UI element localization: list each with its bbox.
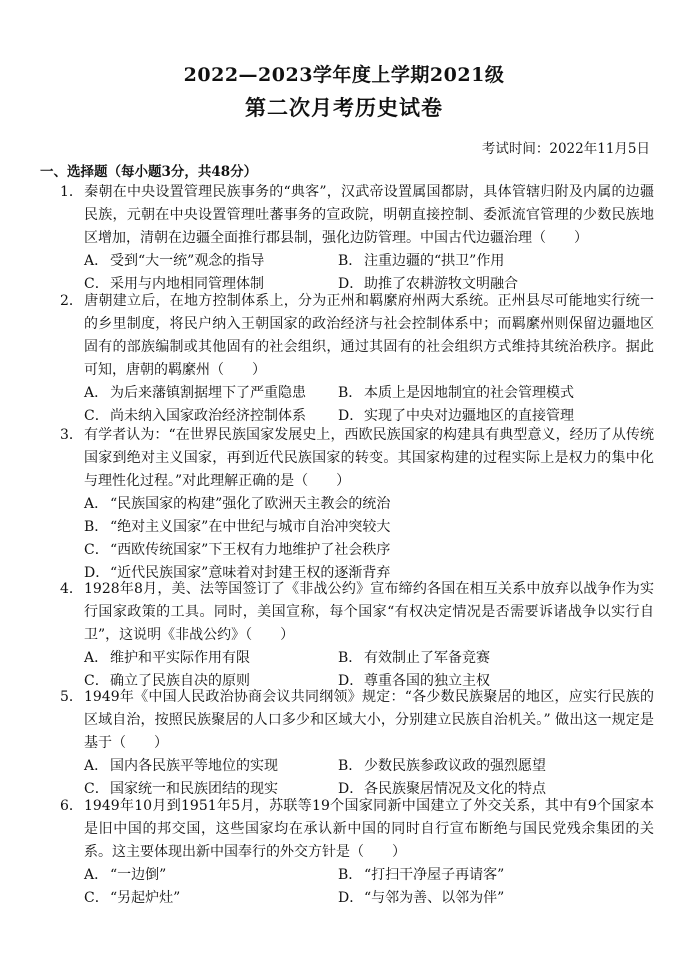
option-label: A． [84,253,109,269]
option-b [338,755,592,778]
option-label: D． [338,408,364,424]
option-a [84,493,644,516]
option-text: 国内各民族平等地位的实现 [110,758,278,774]
option-text: 本质上是因地制宜的社会管理模式 [364,385,574,401]
option-text: 维护和平实际作用有限 [110,650,250,666]
option-text: 注重边疆的“拱卫”作用 [364,253,505,269]
option-label: B． [338,758,363,774]
question-text: 有学者认为：“在世界民族国家发展史上，西欧民族国家的构建具有典型意义，经历了从传统国家到绝对主义国家，再到近代民族国家的转变。其国家构建的过程实际上是权力的集中化与理性化过程。”对此理解正确的是（ ） [84,427,654,489]
option-label: B． [338,253,363,269]
option-text: 确立了民族自决的原则 [110,673,250,689]
question-stem [60,686,654,755]
option-text: “近代民族国家”意味着对封建王权的逐渐背弃 [110,565,391,581]
option-text: “另起炉灶” [110,890,181,906]
option-label: B． [84,519,109,535]
option-d [338,887,592,910]
option-label: B． [338,867,363,883]
option-a [84,755,338,778]
option-text: “一边倒” [110,867,167,883]
option-b [84,516,644,539]
option-text: 采用与内地相同管理体制 [110,276,264,292]
option-c [84,887,338,910]
option-text: 助推了农耕游牧文明融合 [364,276,518,292]
option-label: C． [84,890,109,906]
option-label: C． [84,542,109,558]
option-label: C． [84,673,109,689]
option-label: A． [84,867,109,883]
option-text: 实现了中央对边疆地区的直接管理 [364,408,574,424]
question-stem [60,578,654,647]
question-3 [60,424,654,585]
option-label: D． [338,781,364,797]
option-text: 为后来藩镇割据埋下了严重隐患 [110,385,306,401]
question-number: 3． [60,427,83,443]
question-stem [60,181,654,250]
option-label: A． [84,650,109,666]
question-text: 唐朝建立后，在地方控制体系上，分为正州和羁縻府州两大系统。正州县尽可能地实行统一的乡里制度，将民户纳入王朝国家的政治经济与社会控制体系中；而羁縻州则保留边疆地区固有的部族编制或其他固有的社会组织，通过其固有的社会组织方式维持其统治秩序。据此可知，唐朝的羁縻州（ ） [84,293,654,378]
question-text: 1928年8月，美、法等国签订了《非战公约》宣布缔约各国在相互关系中放弃以战争作为实行国家政策的工具。同时，美国宣称，每个国家“有权决定情况是否需要诉诸战争以实行自卫”，这说明《非战公约》（ ） [84,581,654,643]
option-label: D． [338,276,364,292]
option-text: 少数民族参政议政的强烈愿望 [364,758,546,774]
option-label: A． [84,758,109,774]
option-label: B． [338,650,363,666]
question-2 [60,290,654,428]
option-b [338,647,592,670]
option-label: C． [84,781,109,797]
options [60,493,654,585]
option-label: C． [84,276,109,292]
option-text: “与邻为善、以邻为伴” [364,890,505,906]
option-text: 尚未纳入国家政治经济控制体系 [110,408,306,424]
option-b [338,250,592,273]
question-stem [60,290,654,382]
exam-title-line2: 第二次月考历史试卷 [245,95,443,120]
option-text: 国家统一和民族团结的现实 [110,781,278,797]
option-a [84,864,338,887]
question-number: 5． [60,689,83,705]
question-1 [60,181,654,296]
option-b [338,864,592,887]
question-stem [60,424,654,493]
option-text: 尊重各国的独立主权 [364,673,490,689]
question-text: 秦朝在中央设置管理民族事务的“典客”，汉武帝设置属国都尉，具体管辖归附及内属的边疆民族，元朝在中央设置管理吐蕃事务的宣政院，明朝直接控制、委派流官管理的少数民族地区增加，清朝在边疆全面推行郡县制，强化边防管理。中国古代边疆治理（ ） [84,184,654,246]
option-text: 受到“大一统”观念的指导 [110,253,265,269]
exam-time: 考试时间：2022年11月5日 [481,141,650,157]
option-text: “绝对主义国家”在中世纪与城市自治冲突较大 [110,519,391,535]
option-label: C． [84,408,109,424]
question-4 [60,578,654,693]
option-text: “打扫干净屋子再请客” [364,867,505,883]
options [60,864,654,910]
option-text: 各民族聚居情况及文化的特点 [364,781,546,797]
option-label: D． [338,890,364,906]
option-b [338,382,592,405]
question-number: 6． [60,798,83,814]
option-label: A． [84,385,109,401]
option-text: “民族国家的构建”强化了欧洲天主教会的统治 [110,496,391,512]
option-a [84,647,338,670]
question-number: 2． [60,293,83,309]
question-text: 1949年《中国人民政治协商会议共同纲领》规定：“各少数民族聚居的地区，应实行民族的区域自治，按照民族聚居的人口多少和区域大小，分别建立民族自治机关。” 做出这一规定是基于（ ） [84,689,654,751]
option-label: D． [84,565,110,581]
question-number: 4． [60,581,83,597]
option-text: 有效制止了军备竞赛 [364,650,490,666]
question-stem [60,795,654,864]
option-a [84,250,338,273]
question-6 [60,795,654,910]
option-text: “西欧传统国家”下王权有力地维护了社会秩序 [110,542,391,558]
option-a [84,382,338,405]
option-c [84,539,644,562]
option-label: B． [338,385,363,401]
options [60,382,654,428]
option-label: A． [84,496,109,512]
section-heading: 一、选择题（每小题3分，共48分） [40,164,258,180]
question-number: 1． [60,184,83,200]
option-label: D． [338,673,364,689]
question-5 [60,686,654,801]
exam-title-line1: 2022—2023学年度上学期2021级 [183,64,505,86]
question-text: 1949年10月到1951年5月，苏联等19个国家同新中国建立了外交关系，其中有9个国家本是旧中国的邦交国，这些国家均在承认新中国的同时自行宣布断绝与国民党残余集团的关系。这主要体现出新中国奉行的外交方针是（ ） [84,798,654,860]
